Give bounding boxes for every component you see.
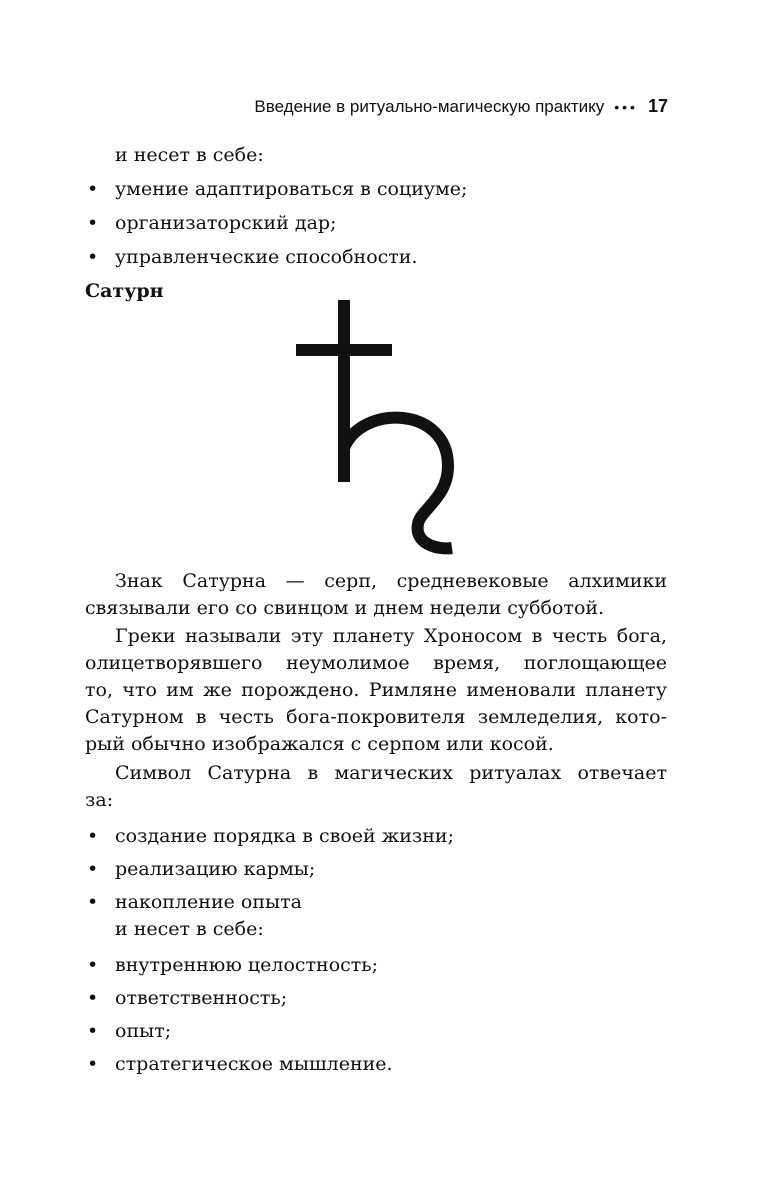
bullet-icon: •: [87, 891, 99, 913]
page-number: 17: [647, 96, 668, 116]
bullet-icon: •: [87, 246, 99, 268]
continuation-line: и несет в себе:: [115, 144, 264, 166]
bullet-icon: •: [87, 1053, 99, 1075]
paragraph-line: то, что им же порождено. Римляне именовали планету: [85, 679, 667, 701]
bullet-icon: •: [87, 825, 99, 847]
bullet-icon: •: [87, 1020, 99, 1042]
paragraph-line: олицетворявшего неумолимое время, поглощающее: [85, 652, 667, 674]
bullet-icon: •: [87, 987, 99, 1009]
paragraph-line: Символ Сатурна в магических ритуалах отвечает: [115, 762, 667, 784]
bullet-icon: •: [87, 178, 99, 200]
paragraph-line: за:: [85, 789, 114, 811]
running-header: [0, 96, 668, 117]
section-heading: Сатурн: [85, 280, 164, 302]
bullet-icon: •: [87, 858, 99, 880]
bullet-icon: •: [87, 954, 99, 976]
paragraph-line: связывали его со свинцом и днем недели субботой.: [85, 597, 605, 619]
paragraph-line: Знак Сатурна — серп, средневековые алхимики: [115, 570, 667, 592]
continuation-line: и несет в себе:: [115, 918, 264, 940]
symbol-sickle: [344, 418, 452, 549]
paragraph-line: рый обычно изображался с серпом или косой.: [85, 733, 554, 755]
bullet-icon: •: [87, 212, 99, 234]
paragraph-line: Греки называли эту планету Хроносом в честь бога,: [115, 625, 667, 647]
saturn-symbol-icon: [290, 298, 460, 558]
running-title: Введение в ритуально-магическую практику: [254, 97, 605, 116]
header-dots: •••: [614, 99, 638, 115]
paragraph-line: Сатурном в честь бога-покровителя земледелия, кото-: [85, 706, 667, 728]
